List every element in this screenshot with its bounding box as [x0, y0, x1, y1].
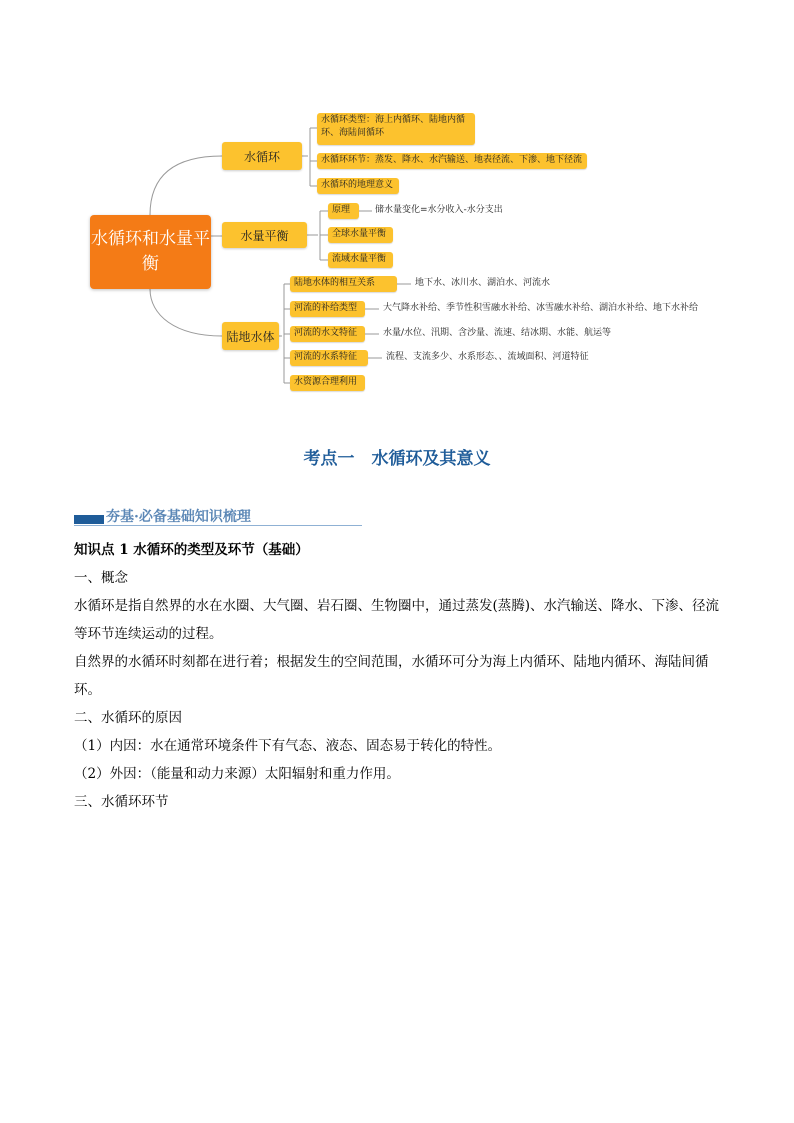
content-body [74, 536, 724, 816]
node-cycle-significance: 水循环的地理意义 [317, 178, 399, 194]
section-banner [74, 506, 362, 528]
mind-map-connectors [0, 0, 794, 400]
note-river-system: 流程、支流多少、水系形态、、流域面积、河道特征 [386, 352, 589, 362]
node-global-balance: 全球水量平衡 [328, 227, 393, 243]
node-river-hydrology: 河流的水文特征 [290, 326, 365, 342]
banner-bar [74, 515, 104, 524]
mind-map-root: 水循环和水量平衡 [90, 215, 211, 289]
note-land-water-relation: 地下水、冰川水、湖泊水、河流水 [415, 278, 551, 288]
node-river-supply: 河流的补给类型 [290, 301, 365, 317]
node-water-resources: 水资源合理利用 [290, 375, 365, 391]
note-principle: 储水量变化=水分收入-水分支出 [375, 205, 503, 215]
paragraph-definition: 水循环是指自然界的水在水圈、大气圈、岩石圈、生物圈中，通过蒸发(蒸腾)、水汽输送、降水、下渗、径流等环节连续运动的过程。 [74, 598, 720, 642]
node-principle: 原理 [328, 203, 359, 219]
heading-concept: 一、概念 [74, 570, 128, 586]
heading-causes: 二、水循环的原因 [74, 710, 182, 726]
node-cycle-links: 水循环环节：蒸发、降水、水汽输送、地表径流、下渗、地下径流 [317, 153, 587, 169]
node-river-system: 河流的水系特征 [290, 350, 368, 366]
branch-water-balance: 水量平衡 [222, 222, 307, 248]
banner-underline [74, 525, 362, 526]
section-title: 考点一 水循环及其意义 [303, 449, 491, 469]
note-river-hydrology: 水量/水位、汛期、含沙量、流速、结冰期、水能、航运等 [383, 328, 612, 338]
branch-water-cycle: 水循环 [222, 142, 302, 170]
node-cycle-types: 水循环类型：海上内循环、陆地内循环、海陆间循环 [317, 113, 475, 145]
paragraph-internal-cause: （1）内因：水在通常环境条件下有气态、液态、固态易于转化的特性。 [74, 738, 502, 754]
knowledge-point-heading: 知识点 1 水循环的类型及环节（基础） [74, 542, 309, 558]
heading-links: 三、水循环环节 [74, 794, 169, 810]
mind-map [0, 0, 794, 400]
branch-land-water: 陆地水体 [222, 322, 279, 350]
node-land-water-relation: 陆地水体的相互关系 [290, 276, 397, 292]
note-river-supply: 大气降水补给、季节性积雪融水补给、冰雪融水补给、湖泊水补给、地下水补给 [383, 303, 699, 313]
banner-text: 夯基·必备基础知识梳理 [106, 509, 251, 525]
paragraph-types: 自然界的水循环时刻都在进行着；根据发生的空间范围，水循环可分为海上内循环、陆地内循环、海陆间循环。 [74, 654, 709, 698]
paragraph-external-cause: （2）外因：（能量和动力来源）太阳辐射和重力作用。 [74, 766, 400, 782]
node-basin-balance: 流域水量平衡 [328, 252, 393, 268]
